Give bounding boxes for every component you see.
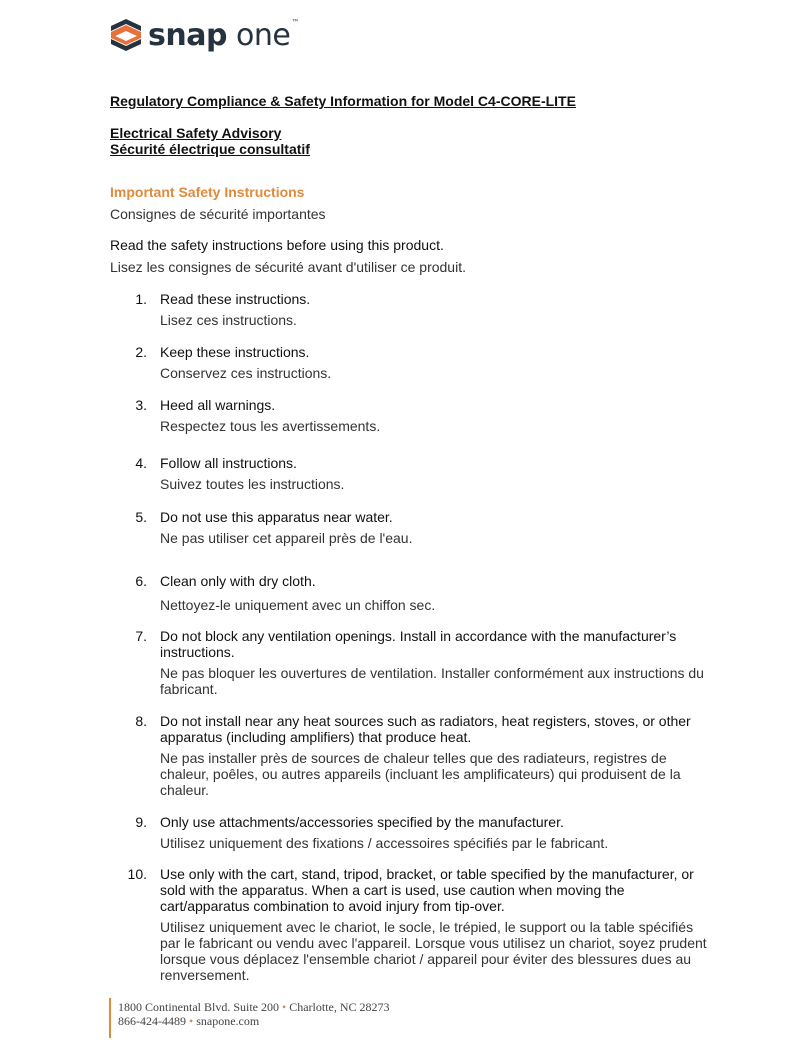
footer-separator: •: [282, 1000, 287, 1014]
document-title: Regulatory Compliance & Safety Information for Model C4-CORE-LITE: [110, 93, 576, 109]
footer-address: [118, 1000, 390, 1015]
item-text-en: Do not block any ventilation openings. Install in accordance with the manufacturer’s instructions.: [160, 628, 677, 660]
item-text-fr: Conservez ces instructions.: [160, 365, 332, 381]
advisory-heading-en: Electrical Safety Advisory: [110, 125, 282, 141]
item-text-en: Follow all instructions.: [160, 455, 297, 471]
item-text-fr: Suivez toutes les instructions.: [160, 476, 345, 492]
logo-wordmark: snap one™: [148, 17, 299, 53]
snap-one-logo: [109, 16, 299, 54]
item-text-en: Heed all warnings.: [160, 397, 276, 413]
instruction-item: [110, 397, 710, 434]
safety-instructions-heading: Important Safety Instructions: [110, 184, 305, 200]
footer-contact: [118, 1014, 259, 1029]
footer-phone: 866-424-4489: [118, 1014, 186, 1028]
item-number: 10.: [127, 866, 147, 882]
footer-accent-bar: [109, 998, 111, 1038]
item-number: 6.: [135, 573, 147, 589]
instruction-item: [110, 866, 710, 983]
item-number: 2.: [135, 344, 147, 360]
safety-instructions-subheading: Consignes de sécurité importantes: [110, 206, 326, 222]
instruction-item: [110, 291, 710, 328]
item-text-en: Read these instructions.: [160, 291, 311, 307]
item-text-en: Do not install near any heat sources such as radiators, heat registers, stoves, or other apparatus (including amplifiers) that produce heat.: [160, 713, 691, 745]
footer-website: snapone.com: [196, 1014, 260, 1028]
item-text-en: Only use attachments/accessories specified by the manufacturer.: [160, 814, 564, 830]
instruction-item: [110, 628, 710, 697]
item-number: 7.: [135, 628, 147, 644]
item-text-en: Clean only with dry cloth.: [160, 573, 316, 589]
item-text-fr: Respectez tous les avertissements.: [160, 418, 381, 434]
instruction-item: [110, 713, 710, 798]
instruction-item: [110, 814, 710, 851]
item-text-en: Keep these instructions.: [160, 344, 310, 360]
item-text-en: Use only with the cart, stand, tripod, bracket, or table specified by the manufacturer, or sold with the apparatus. When a cart is used, use caution when moving the cart/apparatus combination to avoid injury from tip-over.: [160, 866, 694, 914]
instruction-item: [110, 509, 710, 546]
advisory-heading: [110, 125, 310, 157]
footer-separator: •: [189, 1014, 194, 1028]
item-text-fr: Lisez ces instructions.: [160, 312, 297, 328]
item-number: 4.: [135, 455, 147, 471]
footer-city: Charlotte, NC 28273: [289, 1000, 390, 1014]
item-text-fr: Utilisez uniquement avec le chariot, le socle, le trépied, le support ou la table spécifiés par le fabricant ou vendu avec l'appareil. Lorsque vous utilisez un chariot, soyez prudent lorsque vous déplacez l'ensemble chariot / appareil pour éviter des blessures dues au renversement.: [160, 919, 707, 983]
item-text-fr: Utilisez uniquement des fixations / accessoires spécifiés par le fabricant.: [160, 835, 609, 851]
item-text-fr: Ne pas installer près de sources de chaleur telles que des radiateurs, registres de chaleur, poêles, ou autres appareils (incluant les amplificateurs) qui produisent de la chaleur.: [160, 750, 681, 798]
item-number: 9.: [135, 814, 147, 830]
advisory-heading-fr: Sécurité électrique consultatif: [110, 141, 310, 157]
item-text-fr: Ne pas bloquer les ouvertures de ventilation. Installer conformément aux instructions du fabricant.: [160, 665, 704, 697]
item-number: 1.: [135, 291, 147, 307]
item-number: 3.: [135, 397, 147, 413]
instruction-item: [110, 344, 710, 381]
item-text-en: Do not use this apparatus near water.: [160, 509, 393, 525]
item-number: 5.: [135, 509, 147, 525]
read-instructions-fr: Lisez les consignes de sécurité avant d'utiliser ce produit.: [110, 259, 466, 275]
footer-street: 1800 Continental Blvd. Suite 200: [118, 1000, 279, 1014]
read-instructions-en: Read the safety instructions before using this product.: [110, 237, 444, 253]
snap-one-mark-icon: [109, 17, 143, 53]
instruction-item: [110, 573, 710, 613]
item-number: 8.: [135, 713, 147, 729]
item-text-fr: Nettoyez-le uniquement avec un chiffon sec.: [160, 597, 436, 613]
instruction-item: [110, 455, 710, 492]
item-text-fr: Ne pas utiliser cet appareil près de l'eau.: [160, 530, 413, 546]
